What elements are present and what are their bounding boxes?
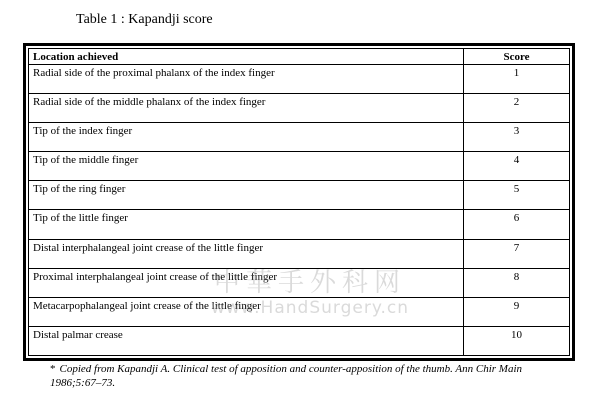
score-cell: 2 <box>464 94 570 123</box>
location-cell: Tip of the index finger <box>29 123 464 152</box>
table-row <box>29 297 570 326</box>
location-cell: Radial side of the middle phalanx of the index finger <box>29 94 464 123</box>
watermark-url-text: www.HandSurgery.cn <box>211 298 409 318</box>
location-cell: Proximal interphalangeal joint crease of the little finger <box>29 268 464 297</box>
score-cell: 1 <box>464 65 570 94</box>
footnote-citation: Copied from Kapandji A. Clinical test of apposition and counter-apposition of the thumb. Ann Chir Main 1986;5:67–73. <box>50 363 522 389</box>
location-cell: Distal palmar crease <box>29 326 464 355</box>
table-row <box>29 239 570 268</box>
score-cell: 10 <box>464 326 570 355</box>
table-row <box>29 210 570 239</box>
location-cell: Metacarpophalangeal joint crease of the little finger <box>29 297 464 326</box>
location-cell: Radial side of the proximal phalanx of the index finger <box>29 65 464 94</box>
score-cell: 6 <box>464 210 570 239</box>
score-cell: 9 <box>464 297 570 326</box>
table-row <box>29 268 570 297</box>
score-cell: 4 <box>464 152 570 181</box>
table-row <box>29 94 570 123</box>
kapandji-score-table <box>28 48 570 356</box>
location-cell: Tip of the little finger <box>29 210 464 239</box>
location-cell: Distal interphalangeal joint crease of the little finger <box>29 239 464 268</box>
table-row <box>29 181 570 210</box>
table-row <box>29 152 570 181</box>
score-cell: 8 <box>464 268 570 297</box>
score-cell: 5 <box>464 181 570 210</box>
table-caption: Table 1 : Kapandji score <box>76 12 213 27</box>
score-column-header: Score <box>464 49 570 65</box>
watermark-chinese-text: 中華手外科网 <box>213 268 406 298</box>
location-cell: Tip of the ring finger <box>29 181 464 210</box>
location-cell: Tip of the middle finger <box>29 152 464 181</box>
table-row <box>29 65 570 94</box>
score-cell: 7 <box>464 239 570 268</box>
footnote-marker: * <box>50 363 56 375</box>
score-cell: 3 <box>464 123 570 152</box>
table-row <box>29 326 570 355</box>
table-footnote <box>50 362 570 390</box>
table-row <box>29 123 570 152</box>
location-column-header: Location achieved <box>29 49 464 65</box>
table-header-row <box>29 49 570 65</box>
